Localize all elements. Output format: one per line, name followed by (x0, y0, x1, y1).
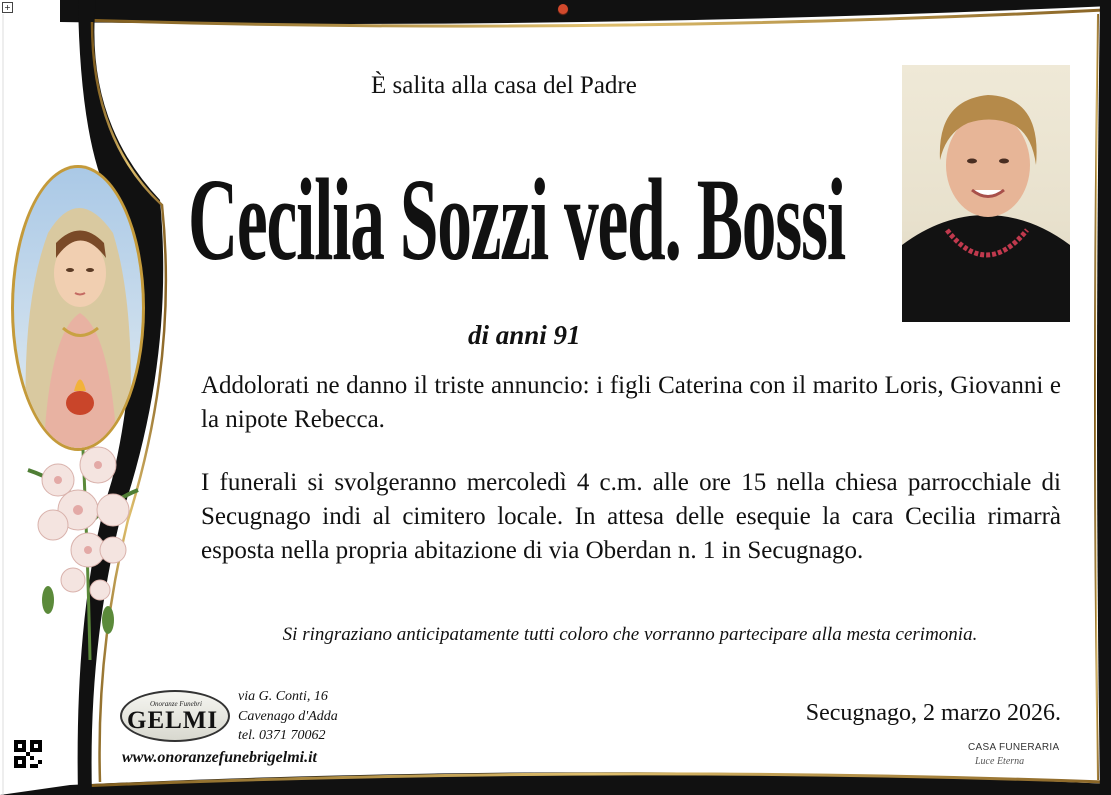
funeral-home-address-city: Cavenago d'Adda (238, 709, 338, 724)
deceased-photo (902, 65, 1070, 322)
lily-bouquet (18, 410, 148, 660)
intro-line: È salita alla casa del Padre (371, 72, 637, 99)
announcement-paragraph: Addolorati ne danno il triste annuncio: i figli Caterina con il marito Loris, Giovanni e la nipote Rebecca. (201, 372, 1061, 433)
logo-tagline: Onoranze Funebri (150, 700, 202, 708)
funeral-details-paragraph: I funerali si svolgeranno mercoledì 4 c.m. alle ore 15 nella chiesa parrocchiale di Secugnago indi al cimitero locale. In attesa delle esequie la cara Cecilia rimarrà esposta nella propria abitazione di via Oberdan n. 1 in Secugnago. (201, 469, 1061, 564)
place-date: Secugnago, 2 marzo 2026. (805, 700, 1061, 726)
casa-funeraria-title: CASA FUNERARIA (968, 742, 1060, 753)
expand-icon[interactable]: + (2, 2, 13, 13)
deceased-name: Cecilia Sozzi ved. Bossi (188, 154, 845, 286)
funeral-home-website[interactable]: www.onoranzefunebrigelmi.it (122, 749, 317, 766)
thanks-line: Si ringraziano anticipatamente tutti coloro che vorranno partecipare alla mesta cerimonia. (282, 624, 978, 645)
age-line: di anni 91 (468, 320, 581, 350)
casa-funeraria-name: Luce Eterna (975, 756, 1025, 767)
portrait-illustration (902, 65, 1070, 322)
qr-code-icon[interactable] (14, 740, 42, 768)
pushpin-icon (558, 4, 568, 14)
funeral-home-address-street: via G. Conti, 16 (238, 689, 328, 704)
funeral-home-phone: tel. 0371 70062 (238, 728, 326, 743)
logo-name: GELMI (127, 707, 219, 734)
